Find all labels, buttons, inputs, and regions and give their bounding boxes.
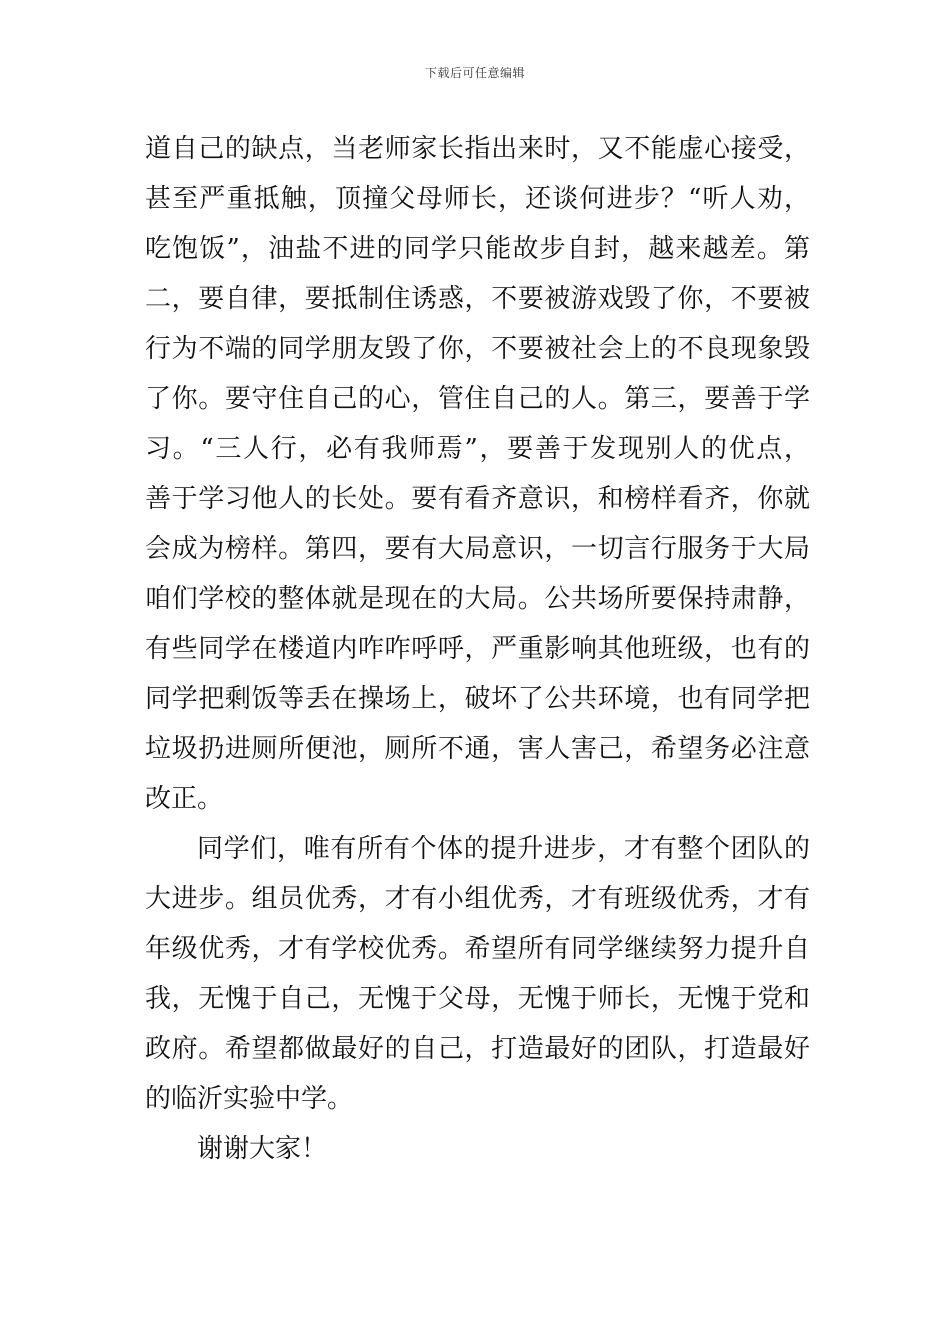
text-line: 行为不端的同学朋友毁了你，不要被社会上的不良现象毁 (145, 334, 810, 364)
text-line: 吃饱饭”，油盐不进的同学只能故步自封，越来越差。第 (145, 234, 810, 264)
text-line: 大进步。组员优秀，才有小组优秀，才有班级优秀，才有 (145, 884, 810, 914)
page-header: 下载后可任意编辑 (424, 66, 525, 80)
text-line: 道自己的缺点，当老师家长指出来时，又不能虚心接受， (145, 134, 810, 164)
text-line: 的临沂实验中学。 (145, 1084, 354, 1114)
text-line: 我，无愧于自己，无愧于父母，无愧于师长，无愧于党和 (145, 984, 810, 1014)
text-line: 习。“三人行，必有我师焉”，要善于发现别人的优点， (145, 434, 810, 464)
closing-line: 谢谢大家！ (197, 1134, 328, 1164)
text-line: 同学把剩饭等丢在操场上，破坏了公共环境，也有同学把 (145, 684, 810, 714)
text-line: 改正。 (145, 784, 224, 814)
document-body (145, 124, 810, 1174)
text-line: 垃圾扔进厕所便池，厕所不通，害人害己，希望务必注意 (145, 734, 810, 764)
text-line: 善于学习他人的长处。要有看齐意识，和榜样看齐，你就 (145, 484, 810, 514)
text-line: 同学们，唯有所有个体的提升进步，才有整个团队的 (197, 834, 810, 864)
text-line: 了你。要守住自己的心，管住自己的人。第三，要善于学 (145, 384, 810, 414)
text-line: 政府。希望都做最好的自己，打造最好的团队，打造最好 (145, 1034, 810, 1064)
text-line: 会成为榜样。第四，要有大局意识，一切言行服务于大局 (145, 534, 810, 564)
text-line: 年级优秀，才有学校优秀。希望所有同学继续努力提升自 (145, 934, 810, 964)
text-line: 有些同学在楼道内咋咋呼呼，严重影响其他班级，也有的 (145, 634, 810, 664)
text-line: 二，要自律，要抵制住诱惑，不要被游戏毁了你，不要被 (145, 284, 810, 314)
text-line: 咱们学校的整体就是现在的大局。公共场所要保持肃静， (145, 584, 810, 614)
text-line: 甚至严重抵触，顶撞父母师长，还谈何进步？“听人劝， (145, 184, 810, 214)
